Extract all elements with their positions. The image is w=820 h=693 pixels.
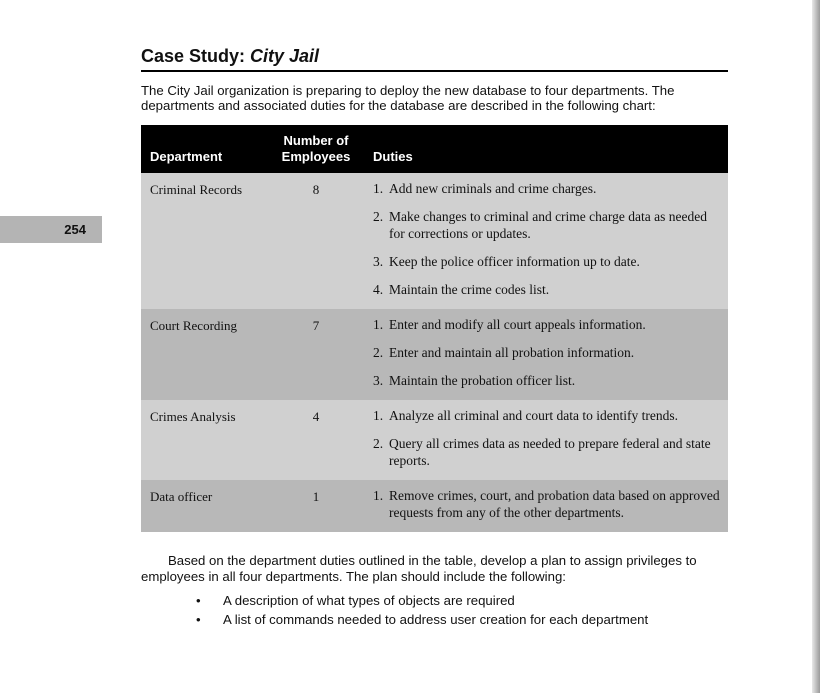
duty-number: 2. [373, 209, 384, 224]
page-edge-shadow [812, 0, 820, 693]
duty-item [373, 435, 720, 469]
intro-paragraph: The City Jail organization is preparing to deploy the new database to four departments. The departments and associated duties for the database are described in the following chart: [141, 83, 675, 113]
duty-list [373, 180, 720, 298]
employees-cell: 4 [268, 400, 364, 480]
table-row-criminal-records [141, 173, 728, 309]
duty-number: 1. [373, 488, 384, 503]
requirements-list [141, 591, 728, 629]
duty-item [373, 316, 720, 333]
duty-item [373, 344, 720, 361]
header-employees: Number of Employees [268, 125, 364, 173]
duties-cell [364, 480, 728, 532]
duty-number: 1. [373, 181, 384, 196]
table-row-data-officer [141, 480, 728, 532]
page-number-tab [0, 216, 102, 243]
department-cell: Crimes Analysis [141, 400, 268, 480]
table-row-court-recording [141, 309, 728, 400]
duty-item [373, 208, 720, 242]
title-prefix: Case Study: [141, 46, 251, 66]
department-cell: Criminal Records [141, 173, 268, 309]
list-item-text: A description of what types of objects are required [223, 593, 515, 608]
duty-number: 2. [373, 436, 384, 451]
employees-cell: 1 [268, 480, 364, 532]
duty-number: 3. [373, 254, 384, 269]
duty-item [373, 487, 720, 521]
duty-text: Remove crimes, court, and probation data based on approved requests from any of the other departments. [389, 488, 720, 520]
table-header-row [141, 125, 728, 173]
duty-item [373, 180, 720, 197]
duty-number: 2. [373, 345, 384, 360]
duty-text: Add new criminals and crime charges. [389, 181, 597, 196]
duty-text: Query all crimes data as needed to prepare federal and state reports. [389, 436, 711, 468]
duty-list [373, 316, 720, 389]
duty-text: Maintain the crime codes list. [389, 282, 550, 297]
bullet-icon: • [196, 612, 201, 627]
duty-item [373, 407, 720, 424]
employees-cell: 7 [268, 309, 364, 400]
duty-text: Keep the police officer information up to date. [389, 254, 640, 269]
page-number: 254 [64, 222, 86, 237]
duty-number: 1. [373, 408, 384, 423]
duty-number: 1. [373, 317, 384, 332]
employees-cell: 8 [268, 173, 364, 309]
bullet-icon: • [196, 593, 201, 608]
list-item [141, 591, 728, 610]
duties-cell [364, 309, 728, 400]
header-duties: Duties [364, 125, 728, 173]
duty-item [373, 372, 720, 389]
department-cell: Data officer [141, 480, 268, 532]
duty-text: Enter and maintain all probation information. [389, 345, 635, 360]
title-italic: City Jail [250, 46, 320, 66]
duty-item [373, 281, 720, 298]
case-study-title [141, 44, 728, 72]
duty-text: Enter and modify all court appeals information. [389, 317, 646, 332]
duty-list [373, 407, 720, 469]
duty-text: Make changes to criminal and crime charge data as needed for corrections or updates. [389, 209, 707, 241]
closing-paragraph: Based on the department duties outlined in the table, develop a plan to assign privileges to employees in all four departments. The plan should include the following: [141, 553, 697, 584]
department-duties-table [141, 125, 728, 532]
duty-number: 4. [373, 282, 384, 297]
duties-cell [364, 400, 728, 480]
duty-text: Analyze all criminal and court data to identify trends. [389, 408, 679, 423]
table-row-crimes-analysis [141, 400, 728, 480]
header-department: Department [141, 125, 268, 173]
duty-number: 3. [373, 373, 384, 388]
duty-list [373, 487, 720, 521]
page-content [141, 44, 728, 629]
department-cell: Court Recording [141, 309, 268, 400]
duties-cell [364, 173, 728, 309]
duty-item [373, 253, 720, 270]
list-item [141, 610, 728, 629]
list-item-text: A list of commands needed to address user creation for each department [223, 612, 649, 627]
duty-text: Maintain the probation officer list. [389, 373, 576, 388]
